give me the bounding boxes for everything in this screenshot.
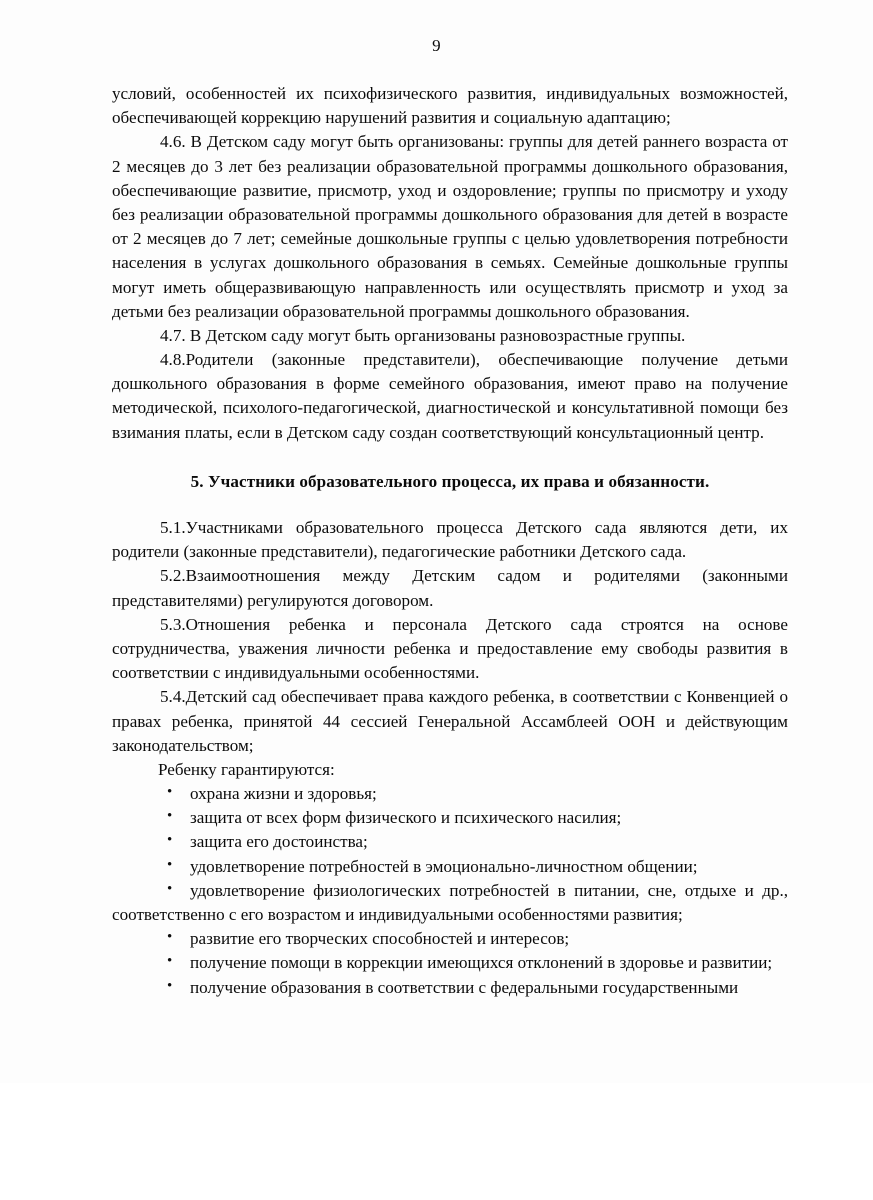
clause-5-1: 5.1.Участниками образовательного процесса Детского сада являются дети, их родители (законные представители), педагогические работники Детского сада.	[112, 518, 788, 562]
page-bottom-margin	[0, 1083, 873, 1200]
guarantees-list	[112, 782, 788, 1000]
bullet-marker-icon: •	[167, 929, 173, 946]
clause-5-2: 5.2.Взаимоотношения между Детским садом и родителями (законными представителями) регулируются договором.	[112, 566, 788, 610]
document-body	[112, 82, 788, 1000]
bullet-physiological-needs	[112, 879, 788, 927]
bullet-text: защита его достоинства;	[190, 832, 368, 852]
bullet-text: развитие его творческих способностей и интересов;	[190, 929, 570, 949]
bullet-dignity	[112, 830, 788, 854]
bullet-text: защита от всех форм физического и психического насилия;	[190, 808, 622, 828]
bullet-creative-development	[112, 927, 788, 951]
bullet-text: получение образования в соответствии с федеральными государственными	[190, 977, 739, 997]
paragraph-continuation: условий, особенностей их психофизического развития, индивидуальных возможностей, обеспечивающей коррекцию нарушений развития и социальную адаптацию;	[112, 84, 788, 128]
clause-5-4: 5.4.Детский сад обеспечивает права каждого ребенка, в соответствии с Конвенцией о правах ребенка, принятой 44 сессией Генеральной Ассамблеей ООН и действующим законодательством;	[112, 687, 788, 755]
page-number: 9	[432, 36, 441, 55]
section-heading-5: 5. Участники образовательного процесса, их права и обязанности.	[190, 471, 710, 491]
clause-4-6: 4.6. В Детском саду могут быть организованы: группы для детей раннего возраста от 2 месяцев до 3 лет без реализации образовательной программы дошкольного образования, обеспечивающие развитие, присмотр, уход и оздоровление; группы по присмотру и уходу без реализации образовательной программы дошкольного образования для детей в возрасте от 2 месяцев до 7 лет; семейные дошкольные группы с целью удовлетворения потребности населения в услугах дошкольного образования в семьях. Семейные дошкольные группы могут иметь общеразвивающую направленность или осуществлять присмотр и уход за детьми без реализации образовательной программы дошкольного образования.	[112, 132, 788, 321]
clause-5-3: 5.3.Отношения ребенка и персонала Детского сада строятся на основе сотрудничества, уважения личности ребенка и предоставление ему свободы развития в соответствии с индивидуальными особенностями.	[112, 614, 788, 683]
bullet-marker-icon: •	[167, 953, 173, 970]
bullet-text: удовлетворение потребностей в эмоционально-личностном общении;	[190, 856, 698, 876]
guarantees-intro: Ребенку гарантируются:	[158, 759, 335, 779]
bullet-marker-icon: •	[167, 880, 173, 897]
clause-4-7: 4.7. В Детском саду могут быть организованы разновозрастные группы.	[160, 325, 686, 345]
clause-4-8: 4.8.Родители (законные представители), обеспечивающие получение детьми дошкольного образования в форме семейного образования, имеют право на получение методической, психолого-педагогической, диагностической и консультативной помощи без взимания платы, если в Детском саду создан соответствующий консультационный центр.	[112, 350, 788, 442]
bullet-marker-icon: •	[167, 784, 173, 801]
bullet-marker-icon: •	[167, 832, 173, 849]
bullet-marker-icon: •	[167, 977, 173, 994]
bullet-marker-icon: •	[167, 808, 173, 825]
bullet-life-health	[112, 782, 788, 806]
bullet-protection-violence	[112, 806, 788, 830]
bullet-education-standards	[112, 976, 788, 1000]
bullet-emotional-needs	[112, 855, 788, 879]
bullet-text: удовлетворение физиологических потребностей в питании, сне, отдыхе и др., соответственно с его возрастом и индивидуальными особенностями развития;	[112, 880, 788, 924]
bullet-text: охрана жизни и здоровья;	[190, 784, 377, 804]
bullet-text: получение помощи в коррекции имеющихся отклонений в здоровье и развитии;	[190, 953, 773, 973]
bullet-correction-help	[112, 951, 788, 975]
bullet-marker-icon: •	[167, 856, 173, 873]
